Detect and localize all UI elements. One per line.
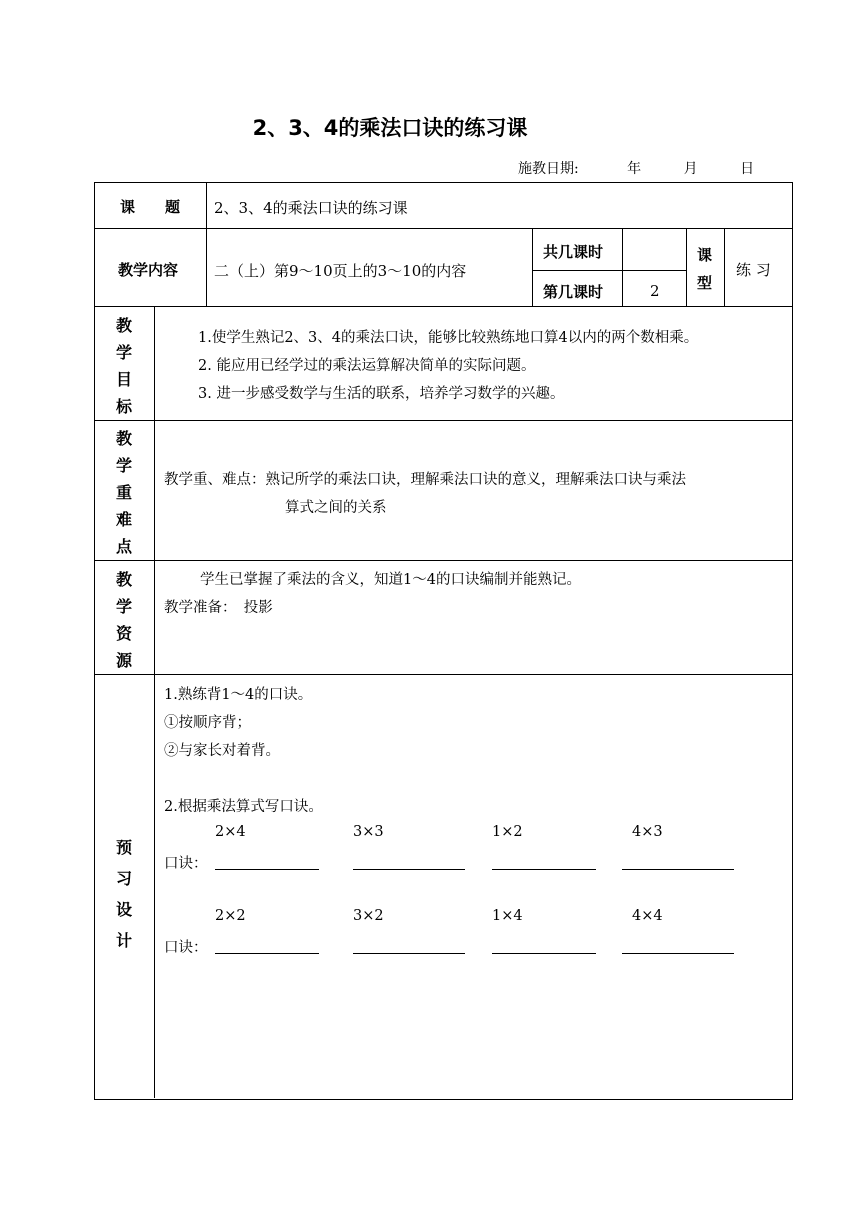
lesson-number-value: 2 [650,282,660,300]
table-rule [686,228,687,306]
answer-blank[interactable] [622,953,734,954]
page-title: 2、3、4的乘法口诀的练习课 [252,116,528,140]
preview-label: 预 习 设 计 [115,838,132,950]
answer-blank[interactable] [353,953,465,954]
multiplication-expression: 1×2 [492,824,523,840]
topic-value: 2、3、4的乘法口诀的练习课 [214,199,408,217]
multiplication-expression: 3×3 [353,824,384,840]
lesson-number-label: 第几课时 [543,283,604,301]
answer-label: 口诀： [164,856,208,872]
lesson-type-label-2: 型 [697,274,713,292]
lesson-type-label-1: 课 [697,246,713,264]
content-label: 教学内容 [118,261,179,279]
table-rule [724,228,725,306]
answer-blank[interactable] [492,869,596,870]
date-year: 年 [627,161,642,177]
answer-label: 口诀： [164,940,208,956]
lesson-type-value: 练 习 [736,261,771,279]
table-rule [94,560,792,561]
teaching-date-line [518,158,754,178]
resources-text: 学生已掌握了乘法的含义，知道1～4的口诀编制并能熟记。 [200,572,581,588]
table-rule [94,306,792,307]
goal-item: 3. 进一步感受数学与生活的联系，培养学习数学的兴趣。 [198,386,565,402]
table-rule [622,228,623,306]
table-rule [206,182,207,306]
date-month: 月 [683,161,698,177]
table-rule [154,306,155,1098]
key-points-label: 教 学 重 难 点 [115,429,132,556]
lesson-plan-table [94,182,793,1100]
resources-preparation: 教学准备： 投影 [164,600,273,616]
multiplication-expression: 4×4 [632,908,663,924]
multiplication-expression: 3×2 [353,908,384,924]
preview-item-1b: ②与家长对着背。 [164,743,280,759]
date-day: 日 [740,161,755,177]
multiplication-expression: 2×4 [215,824,246,840]
preview-item-1a: ①按顺序背； [164,715,251,731]
total-lessons-label: 共几课时 [543,243,604,261]
resources-label: 教 学 资 源 [115,570,132,670]
table-rule [532,228,533,306]
answer-blank[interactable] [353,869,465,870]
topic-label: 课 题 [120,198,181,216]
key-points-text: 教学重、难点：熟记所学的乘法口诀，理解乘法口诀的意义，理解乘法口诀与乘法 [164,472,686,488]
multiplication-expression: 2×2 [215,908,246,924]
goal-item: 1.使学生熟记2、3、4的乘法口诀，能够比较熟练地口算4以内的两个数相乘。 [198,330,699,346]
preview-item-1: 1.熟练背1～4的口诀。 [164,687,313,703]
content-value: 二（上）第9～10页上的3～10的内容 [214,262,467,280]
answer-blank[interactable] [215,953,319,954]
table-rule [94,420,792,421]
multiplication-expression: 1×4 [492,908,523,924]
preview-item-2: 2.根据乘法算式写口诀。 [164,799,323,815]
key-points-text-continued: 算式之间的关系 [285,500,387,516]
table-rule [94,228,792,229]
goals-label: 教 学 目 标 [115,316,132,416]
table-rule [532,270,686,271]
date-label: 施教日期: [518,161,579,177]
table-rule [94,674,792,675]
multiplication-expression: 4×3 [632,824,663,840]
answer-blank[interactable] [215,869,319,870]
answer-blank[interactable] [622,869,734,870]
answer-blank[interactable] [492,953,596,954]
goal-item: 2. 能应用已经学过的乘法运算解决简单的实际问题。 [198,358,536,374]
